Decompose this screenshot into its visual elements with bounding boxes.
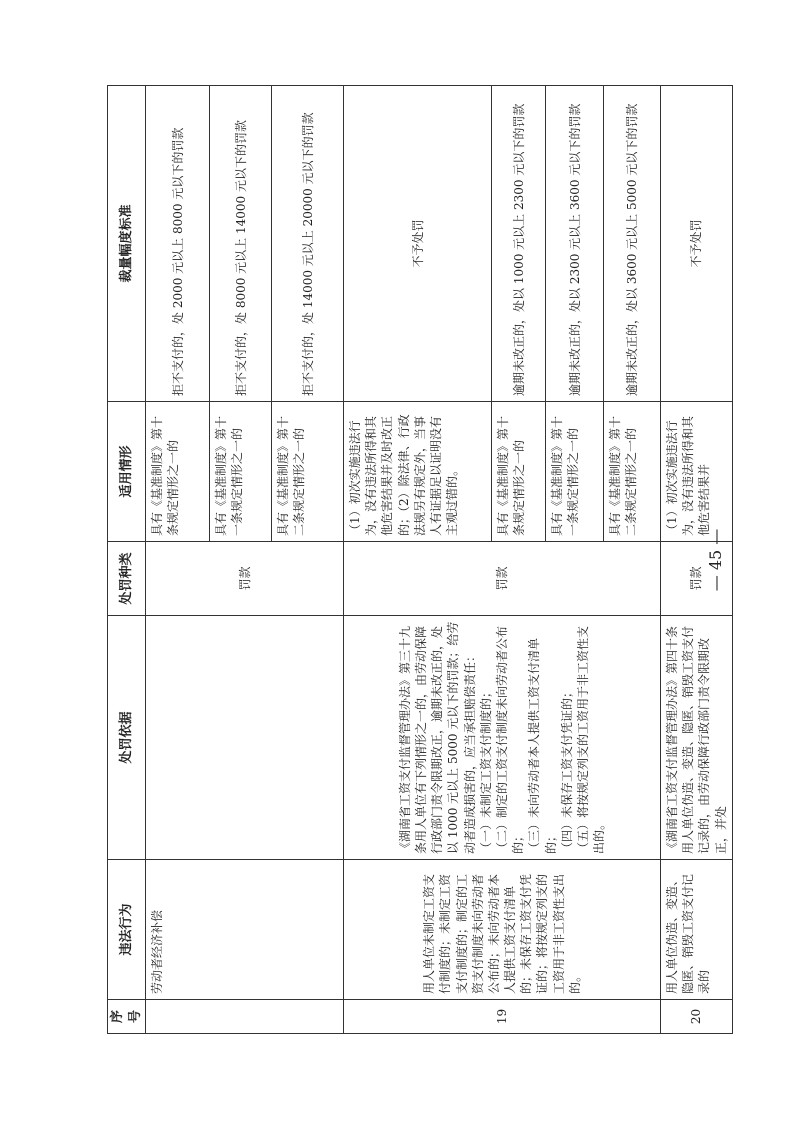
cell-situation: （1）初次实施违法行为，没有违法所得和其他危害结果并	[661, 402, 733, 542]
cell-standard: 不予处罚	[344, 86, 492, 402]
cell-standard: 拒不支付的，处 8000 元以上 14000 元以下的罚款	[210, 86, 272, 402]
basis-line: 《湖南省工资支付监督管理办法》第三十九条用人单位有下列情形之一的，由劳动保障行政部门责令限期改正，逾期未改正的，处以 1000 元以上 5000 元以下的罚款；给劳动者造成损害的，应当承担赔偿责任：	[397, 621, 477, 854]
basis-line: （四）未保存工资支付凭证的；	[559, 685, 574, 854]
cell-basis-continued	[146, 616, 344, 860]
header-behavior: 违法行为	[108, 860, 146, 1000]
page-number	[706, 510, 726, 610]
cell-no-continued	[146, 1000, 344, 1034]
header-type: 处罚种类	[108, 542, 146, 616]
table-row	[146, 86, 210, 1034]
cell-behavior-19: 用人单位未制定工资支付制度的；未制定工资支付制度的；制定的工资支付制度未向劳动者公布的；未向劳动者本人提供工资支付清单的；未保存工资支付凭证的；将按规定列支的工资用于非工资性支出的。	[344, 860, 661, 1000]
header-situation: 适用情形	[108, 402, 146, 542]
cell-type-19: 罚款	[344, 542, 661, 616]
cell-situation: 具有《基准制度》第十二条规定情形之一的	[272, 402, 344, 542]
cell-situation: 具有《基准制度》第十一条规定情形之一的	[210, 402, 272, 542]
cell-basis-20: 《湖南省工资支付监督管理办法》第四十条用人单位伪造、变造、隐匿、销毁工资支付记录的，由劳动保障行政部门责令限期改正，并处	[661, 616, 733, 860]
cell-standard: 逾期未改正的，处以 3600 元以上 5000 元以下的罚款	[604, 86, 661, 402]
cell-standard: 逾期未改正的，处以 1000 元以上 2300 元以下的罚款	[492, 86, 546, 402]
table-header-row	[108, 86, 146, 1034]
cell-type-20: 罚款	[661, 542, 733, 616]
penalty-standard-table	[107, 85, 733, 1034]
cell-situation: 具有《基准制度》第十一条规定情形之一的	[546, 402, 604, 542]
table-row	[344, 86, 492, 1034]
basis-line: （五）将按规定列支的工资用于非工资性支出的。	[575, 625, 607, 854]
cell-standard: 拒不支付的，处 14000 元以上 20000 元以下的罚款	[272, 86, 344, 402]
cell-no-19: 19	[344, 1000, 661, 1034]
header-standard: 裁量幅度标准	[108, 86, 146, 402]
header-no: 序号	[108, 1000, 146, 1034]
cell-situation: 具有《基准制度》第十条规定情形之一的	[492, 402, 546, 542]
cell-basis-19	[344, 616, 661, 860]
header-basis: 处罚依据	[108, 616, 146, 860]
cell-standard: 拒不支付的，处 2000 元以上 8000 元以下的罚款	[146, 86, 210, 402]
cell-situation: 具有《基准制度》第十条规定情形之一的	[146, 402, 210, 542]
cell-situation: （1）初次实施违法行为，没有违法所得和其他危害结果并及时改正的；（2）除法律、行政法规另有规定外，当事人有证据足以证明没有主观过错的。	[344, 402, 492, 542]
cell-behavior-continued: 劳动者经济补偿	[146, 860, 344, 1000]
cell-behavior-20: 用人单位伪造、变造、隐匿、销毁工资支付记录的	[661, 860, 733, 1000]
page-number-text: — 45 —	[706, 528, 725, 592]
cell-situation: 具有《基准制度》第十二条规定情形之一的	[604, 402, 661, 542]
basis-line: （三）未向劳动者本人提供工资支付清单的；	[527, 637, 558, 854]
cell-standard: 逾期未改正的，处以 2300 元以上 3600 元以下的罚款	[546, 86, 604, 402]
cell-standard: 不予处罚	[661, 86, 733, 402]
cell-type-continued: 罚款	[146, 542, 344, 616]
cell-no-20: 20	[661, 1000, 733, 1034]
basis-line: （二）制定的工资支付制度未向劳动者公布的；	[495, 625, 526, 854]
basis-line: （一）未制定工资支付制度的；	[478, 685, 493, 854]
